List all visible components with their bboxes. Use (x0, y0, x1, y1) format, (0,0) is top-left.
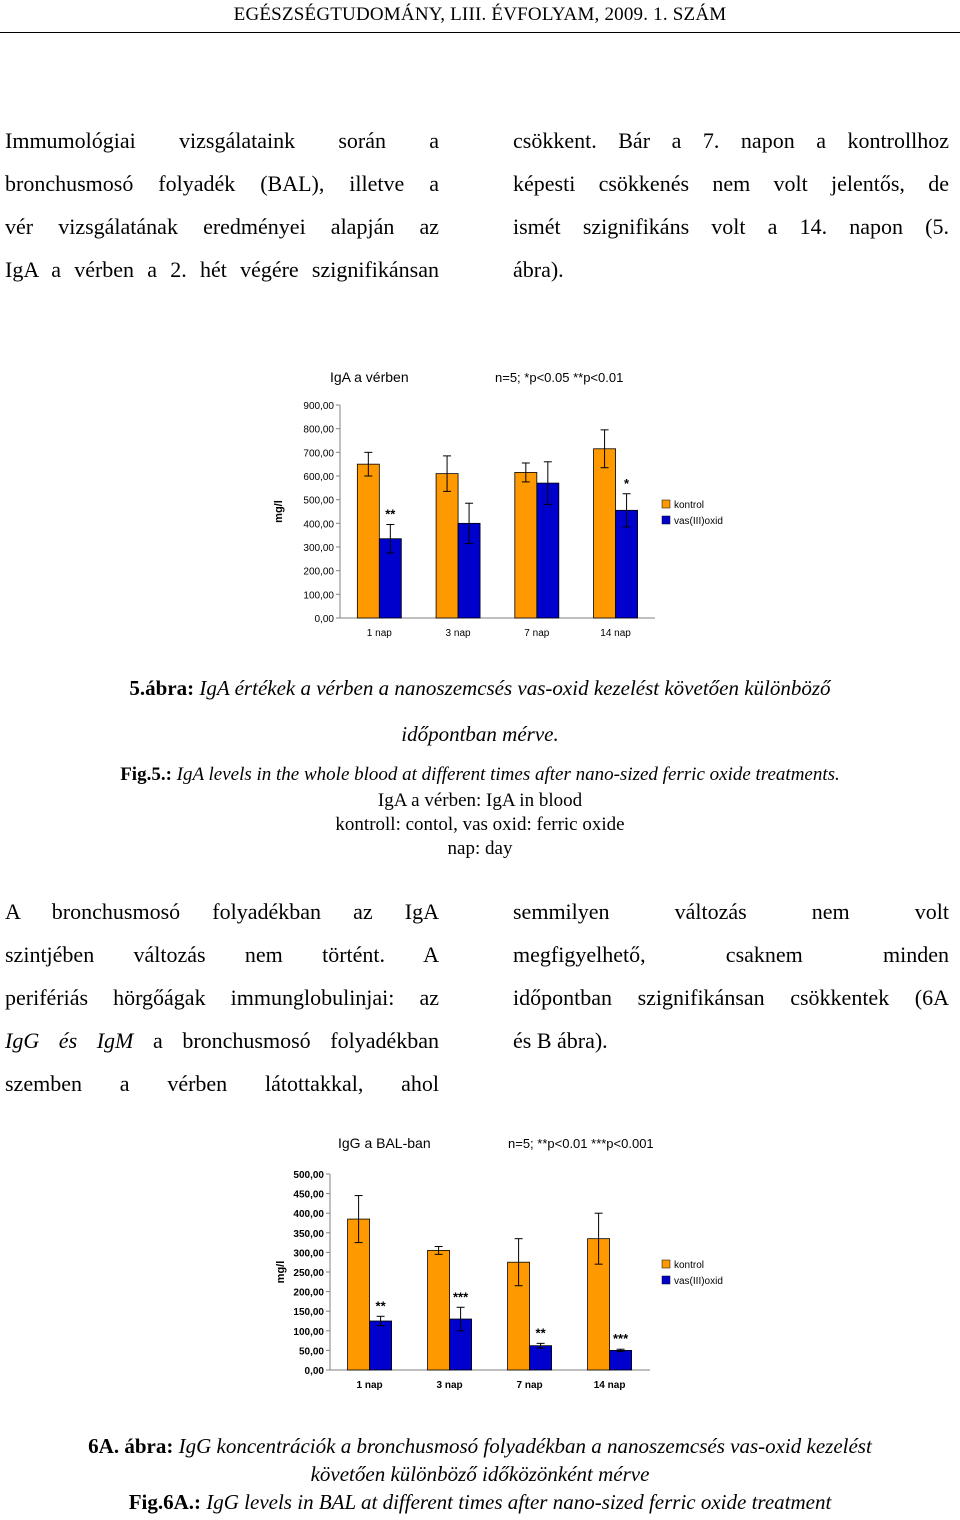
y-tick-label: 200,00 (303, 566, 334, 578)
y-tick-label: 400,00 (293, 1209, 324, 1221)
y-tick-label: 250,00 (293, 1268, 324, 1279)
significance-marker: ** (535, 1325, 546, 1341)
x-tick-label: 3 nap (445, 628, 471, 639)
text-line: és B ábra). (513, 1028, 608, 1053)
text-line: A bronchusmosó folyadékban az IgA (5, 899, 439, 924)
paragraph-middle-left (5, 890, 439, 1105)
chart-igg-bal (260, 1128, 740, 1400)
y-tick-label: 100,00 (293, 1326, 324, 1338)
y-tick-label: 400,00 (303, 519, 334, 531)
paragraph-top-right (513, 119, 949, 291)
text-line: vér vizsgálatának eredményei alapján az (5, 214, 439, 239)
text-line: csökkent. Bár a 7. napon a kontrollhoz (513, 128, 949, 153)
figure6a-caption-text: IgG koncentrációk a bronchusmosó folyadékban a nanoszemcsés vas-oxid kezelést (173, 1434, 872, 1458)
bar-vasoxid (370, 1321, 392, 1370)
text-line: ismét szignifikáns volt a 14. napon (5. (513, 214, 949, 239)
x-tick-label: 14 nap (600, 628, 631, 639)
text-italic: IgG és IgM (5, 1028, 134, 1053)
y-tick-label: 350,00 (293, 1228, 324, 1240)
paragraph-middle-right (513, 890, 949, 1062)
y-tick-label: 700,00 (303, 448, 334, 460)
figure5-gloss-2: kontroll: contol, vas oxid: ferric oxide (335, 814, 625, 835)
y-tick-label: 800,00 (303, 424, 334, 436)
text-line: képesti csökkenés nem volt jelentős, de (513, 171, 949, 196)
x-tick-label: 1 nap (356, 1380, 383, 1391)
figure6a-en-text: IgG levels in BAL at different times after nano-sized ferric oxide treatment (201, 1490, 832, 1514)
figure5-caption-en (0, 764, 960, 786)
x-tick-label: 3 nap (436, 1380, 463, 1391)
text-line: Immumológiai vizsgálataink során a (5, 128, 439, 153)
significance-marker: ** (375, 1298, 386, 1314)
figure5-caption-line2: időpontban mérve. (401, 722, 559, 746)
y-tick-label: 600,00 (303, 472, 334, 483)
legend-label: kontrol (674, 500, 705, 511)
text-line para-last-left: ábra). (513, 257, 564, 282)
legend-swatch (662, 1260, 670, 1268)
chart-significance-note: n=5; **p<0.01 ***p<0.001 (508, 1136, 654, 1151)
y-tick-label: 500,00 (293, 1170, 324, 1181)
legend-swatch (662, 500, 670, 508)
figure5-caption-text: IgA értékek a vérben a nanoszemcsés vas-oxid kezelést követően különböző (194, 676, 831, 700)
figure5-label: 5.ábra: (129, 676, 195, 700)
chart-title: IgG a BAL-ban (338, 1135, 431, 1151)
running-header: EGÉSZSÉGTUDOMÁNY, LIII. ÉVFOLYAM, 2009. 1. SZÁM (233, 4, 727, 25)
x-tick-label: 1 nap (366, 628, 392, 639)
text-line: IgG és IgM a bronchusmosó folyadékban (5, 1028, 439, 1053)
bar-kontrol (357, 464, 379, 618)
figure6a-label: 6A. ábra: (88, 1434, 174, 1458)
x-tick-label: 14 nap (593, 1380, 626, 1391)
significance-marker: *** (613, 1331, 629, 1347)
legend-label: kontrol (674, 1260, 705, 1271)
figure5-caption (0, 676, 960, 701)
figure6a-caption (0, 1434, 960, 1459)
figure6a-caption-en (0, 1490, 960, 1515)
figure5-gloss-3: nap: day (447, 838, 513, 859)
y-tick-label: 0,00 (304, 1366, 324, 1377)
y-tick-label: 300,00 (303, 543, 334, 554)
y-tick-label: 150,00 (293, 1307, 324, 1319)
legend-label: vas(III)oxid (674, 1276, 723, 1287)
text-line: szemben a vérben látottakkal, ahol (5, 1071, 439, 1096)
y-axis-label: mg/l (275, 1260, 287, 1284)
paragraph-top-left (5, 119, 439, 291)
figure5-en-label: Fig.5.: (120, 764, 172, 785)
y-tick-label: 50,00 (298, 1346, 324, 1358)
chart-iga-blood (260, 360, 740, 650)
legend-swatch (662, 516, 670, 524)
bar-vasoxid (530, 1346, 552, 1370)
bar-kontrol (594, 449, 616, 618)
text-line: perifériás hörgőágak immunglobulinjai: az (5, 985, 439, 1010)
legend-label: vas(III)oxid (674, 516, 723, 527)
y-tick-label: 0,00 (314, 614, 334, 625)
x-tick-label: 7 nap (524, 628, 550, 639)
header-divider (0, 32, 960, 33)
y-tick-label: 900,00 (303, 401, 334, 412)
text-line: bronchusmosó folyadék (BAL), illetve a (5, 171, 439, 196)
y-tick-label: 100,00 (303, 590, 334, 602)
bar-kontrol (428, 1250, 450, 1370)
y-tick-label: 200,00 (293, 1287, 324, 1299)
y-tick-label: 450,00 (293, 1189, 324, 1201)
figure6a-caption-line2: követően különböző időközönként mérve (310, 1462, 650, 1486)
chart-significance-note: n=5; *p<0.05 **p<0.01 (495, 370, 624, 385)
significance-marker: ** (385, 506, 396, 522)
bar-kontrol (436, 474, 458, 618)
text-line: megfigyelhető, csaknem minden (513, 942, 949, 967)
significance-marker: *** (453, 1289, 469, 1305)
bar-kontrol (515, 472, 537, 618)
figure5-gloss-1: IgA a vérben: IgA in blood (377, 790, 583, 811)
figure6a-en-label: Fig.6A.: (128, 1490, 202, 1514)
chart-title: IgA a vérben (330, 369, 409, 385)
legend-swatch (662, 1276, 670, 1284)
text-line: időpontban szignifikánsan csökkentek (6A (513, 985, 949, 1010)
text-line: szintjében változás nem történt. A (5, 942, 439, 967)
y-axis-label: mg/l (273, 500, 285, 523)
y-tick-label: 300,00 (293, 1248, 324, 1260)
x-tick-label: 7 nap (516, 1380, 543, 1391)
bar-vasoxid (610, 1350, 632, 1370)
text-line: semmilyen változás nem volt (513, 899, 949, 924)
y-tick-label: 500,00 (303, 495, 334, 507)
significance-marker: * (624, 475, 630, 491)
figure5-en-text: IgA levels in the whole blood at different times after nano-sized ferric oxide treatments. (171, 764, 840, 785)
text-line: IgA a vérben a 2. hét végére szignifikánsan (5, 257, 439, 282)
